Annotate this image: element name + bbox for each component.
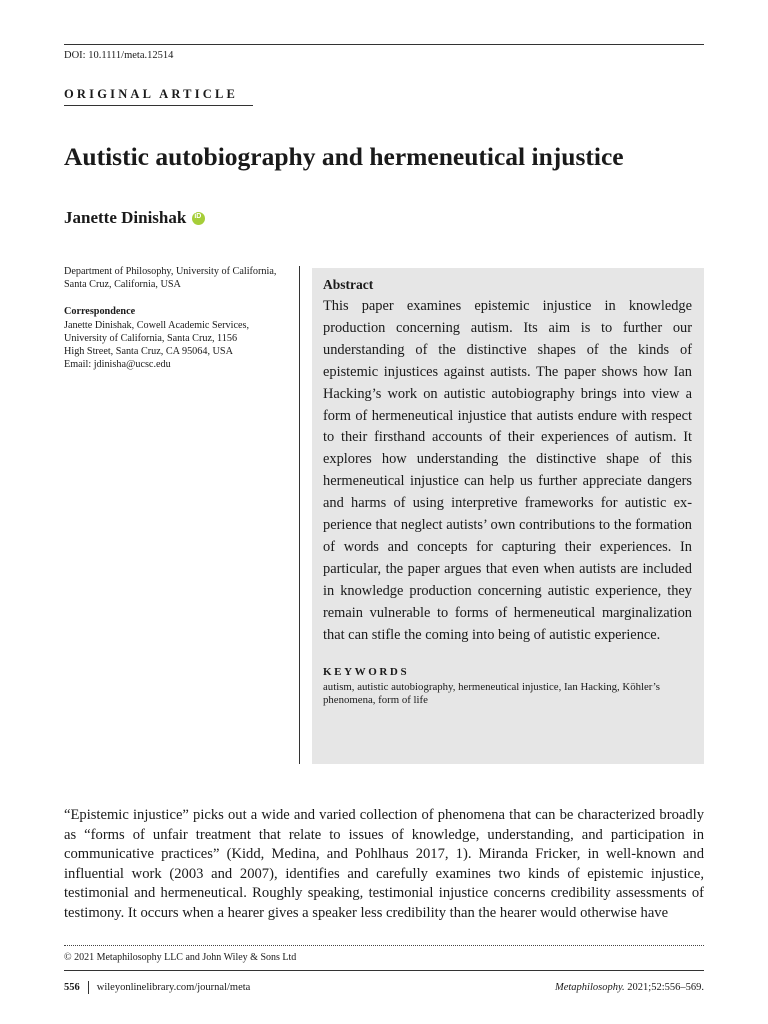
keywords-text: autism, autistic autobiography, hermeneutical injustice, Ian Hacking, Köhler’s phenomena, form of life [323, 680, 661, 706]
author-line [64, 208, 205, 228]
footnote-rule [64, 945, 704, 946]
correspondence-line: Janette Dinishak, Cowell Academic Services, [64, 319, 250, 331]
body-paragraph: “Epistemic injustice” picks out a wide and varied collection of phenomena that can be characterized broadly as “forms of unfair treatment that relate to issues of knowledge, understanding, and participation in communicative practices” (Kidd, Medina, and Pohlhaus 2017, 1). Miranda Fricker, in well-known and influential work (2003 and 2007), identifies and carefully examines two kinds of epistemic injustice, testimonial and hermeneutical. Roughly speaking, testimonial injustice concerns credibility assessments of testimony. It occurs when a hearer gives a speaker less credibility than the hearer would otherwise have [64, 807, 704, 921]
journal-citation [555, 982, 704, 993]
footer-separator [88, 981, 89, 994]
keywords-heading: KEYWORDS [323, 665, 410, 678]
abstract-heading: Abstract [323, 277, 374, 292]
correspondence-line: University of California, Santa Cruz, 1156 [64, 332, 238, 344]
orcid-icon[interactable] [192, 212, 205, 225]
correspondence-line: High Street, Santa Cruz, CA 95064, USA [64, 346, 233, 358]
correspondence-email[interactable]: Email: jdinisha@ucsc.edu [64, 359, 171, 371]
author-name: Janette Dinishak [64, 208, 187, 227]
citation-details: 2021;52:556–569. [627, 982, 704, 993]
footer [64, 981, 704, 994]
journal-url[interactable]: wileyonlinelibrary.com/journal/meta [96, 982, 251, 993]
affiliation-block [64, 265, 284, 371]
correspondence-heading: Correspondence [64, 306, 136, 318]
header-rule [64, 44, 704, 45]
article-title: Autistic autobiography and hermeneutical injustice [64, 142, 624, 171]
department: Department of Philosophy, University of California, Santa Cruz, California, USA [64, 266, 277, 291]
column-divider [299, 266, 300, 764]
article-type-underline [64, 105, 253, 106]
journal-name: Metaphilosophy. [554, 982, 625, 993]
abstract-box [312, 268, 704, 764]
doi: DOI: 10.1111/meta.12514 [64, 50, 174, 61]
abstract-text: This paper examines epistemic injustice in knowledge production concerning autism. Its aim is to further our understanding of the distinctive shapes of the kinds of epistemic injustices against autists. The paper shows how Ian Hacking’s work on autistic autobiography brings into view a form of hermeneutical injustice that autists endure with respect to their firsthand accounts of their experiences of autism. It explores how understanding the distinctive shape of this hermeneutical injustice can help us further appreciate dangers and harms of using interpretive frameworks for autistic experience that neglect autists’ own contributions to the formation of words and concepts for capturing their experiences. In particular, the paper argues that even when autists are included in knowledge production concerning autistic experience, they remain vulnerable to forms of hermeneutical marginalization that can stifle the coming into being of autistic experience. [323, 298, 692, 643]
page-number: 556 [64, 982, 80, 993]
copyright: © 2021 Metaphilosophy LLC and John Wiley & Sons Ltd [64, 952, 297, 963]
footer-rule [64, 970, 704, 971]
article-type: ORIGINAL ARTICLE [64, 87, 239, 101]
